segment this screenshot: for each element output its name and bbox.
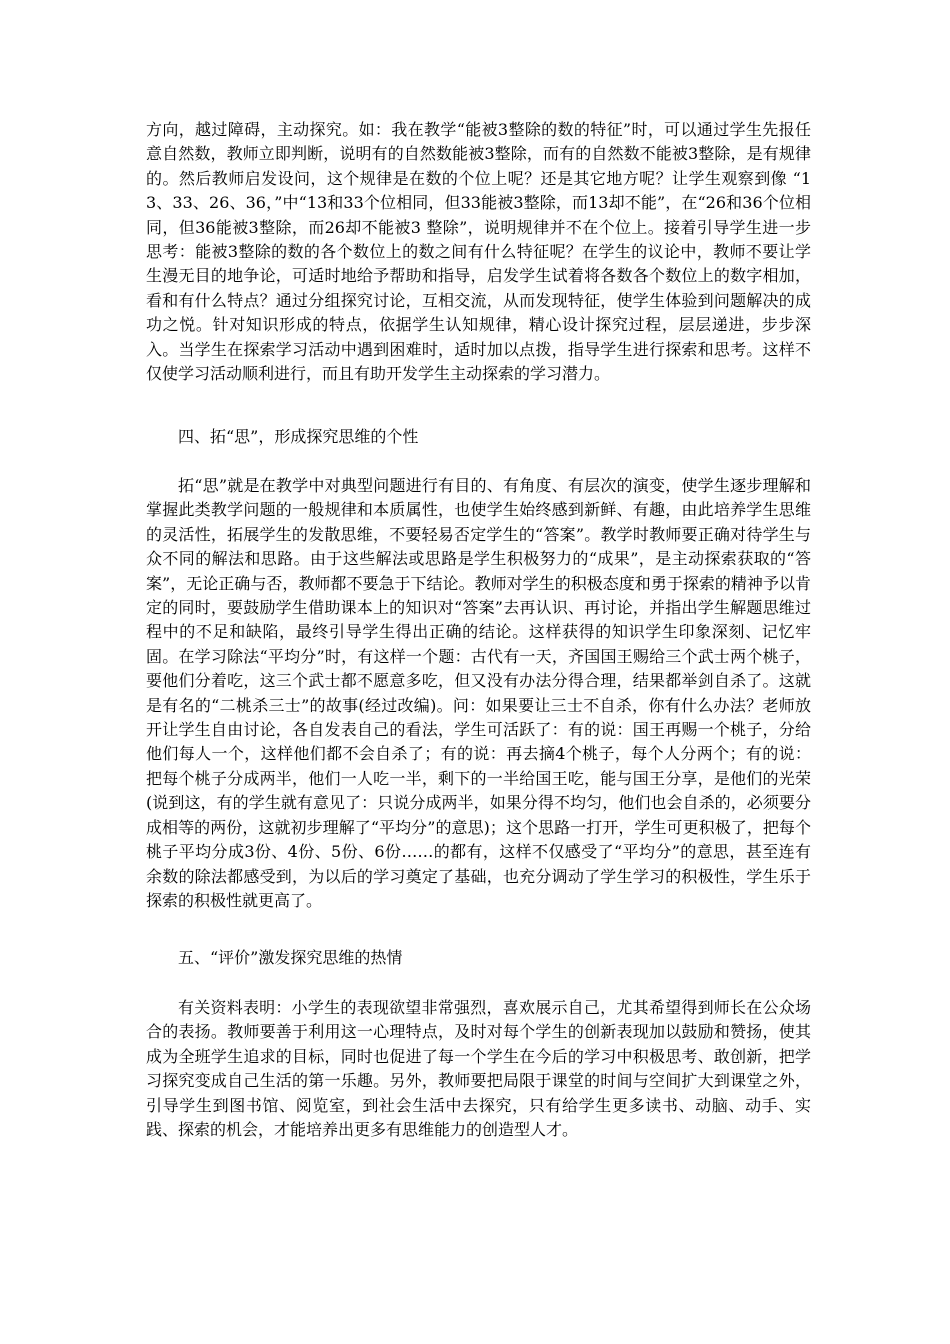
paragraph-evaluation: 有关资料表明：小学生的表现欲望非常强烈，喜欢展示自己，尤其希望得到师长在公众场合的表扬。教师要善于利用这一心理特点，及时对每个学生的创新表现加以鼓励和赞扬，使其成为全班学生追求的目标，同时也促进了每一个学生在今后的学习中积极思考、敢创新，把学习探究变成自己生活的第一乐趣。另外，教师要把局限于课堂的时间与空间扩大到课堂之外，引导学生到图书馆、阅览室，到社会生活中去探究，只有给学生更多读书、动脑、动手、实践、探索的机会，才能培养出更多有思维能力的创造型人才。 (146, 998, 811, 1140)
paragraph-expand-thinking: 拓“思”就是在教学中对典型问题进行有目的、有角度、有层次的演变，使学生逐步理解和掌握此类教学问题的一般规律和本质属性，也使学生始终感到新鲜、有趣，由此培养学生思维的灵活性，拓展学生的发散思维，不要轻易否定学生的“答案”。教学时教师要正确对待学生与众不同的解法和思路。由于这些解法或思路是学生积极努力的“成果”，是主动探索获取的“答案”，无论正确与否，教师都不要急于下结论。教师对学生的积极态度和勇于探索的精神予以肯定的同时，要鼓励学生借助课本上的知识对“答案”去再认识、再讨论，并指出学生解题思维过程中的不足和缺陷，最终引导学生得出正确的结论。这样获得的知识学生印象深刻、记忆牢固。在学习除法“平均分”时，有这样一个题：古代有一天，齐国国王赐给三个武士两个桃子，要他们分着吃，这三个武士都不愿意多吃，但又没有办法分得合理，结果都举剑自杀了。这就是有名的“二桃杀三士”的故事(经过改编)。问：如果要让三士不自杀，你有什么办法？老师放开让学生自由讨论，各自发表自己的看法，学生可活跃了：有的说：国王再赐一个桃子，分给他们每人一个，这样他们都不会自杀了；有的说：再去摘4个桃子，每个人分两个；有的说：把每个桃子分成两半，他们一人吃一半，剩下的一半给国王吃，能与国王分享，是他们的光荣(说到这，有的学生就有意见了：只说分成两半，如果分得不均匀，他们也会自杀的，必须要分成相等的两份，这就初步理解了“平均分”的意思)；这个思路一打开，学生可更积极了，把每个桃子平均分成3份、4份、5份、6份……的都有，这样不仅感受了“平均分”的意思，甚至连有余数的除法都感受到，为以后的学习奠定了基础，也充分调动了学生学习的积极性，学生乐于探索的积极性就更高了。 (146, 476, 811, 910)
section-heading-5: 五、“评价”激发探究思维的热情 (178, 948, 403, 967)
section-heading-4: 四、拓“思”，形成探究思维的个性 (178, 427, 419, 446)
paragraph-divisibility-example: 方向，越过障碍，主动探究。如：我在教学“能被3整除的数的特征”时，可以通过学生先报任意自然数，教师立即判断，说明有的自然数能被3整除，而有的自然数不能被3整除，是有规律的。然后教师启发设问，这个规律是在数的个位上呢？还是其它地方呢？让学生观察到像 “13、33、26、36，”中“13和33个位相同，但33能被3整除，而13却不能”，在“26和36个位相同，但36能被3整除，而26却不能被3 整除”，说明规律并不在个位上。接着引导学生进一步思考：能被3整除的数的各个数位上的数之间有什么特征呢？在学生的议论中，教师不要让学生漫无目的地争论，可适时地给予帮助和指导，启发学生试着将各数各个数位上的数字相加，看和有什么特点？通过分组探究讨论，互相交流，从而发现特征，使学生体验到问题解决的成功之悦。针对知识形成的特点，依据学生认知规律，精心设计探究过程，层层递进，步步深入。当学生在探索学习活动中遇到困难时，适时加以点拨，指导学生进行探索和思考。这样不仅使学习活动顺利进行，而且有助开发学生主动探索的学习潜力。 (146, 120, 811, 384)
